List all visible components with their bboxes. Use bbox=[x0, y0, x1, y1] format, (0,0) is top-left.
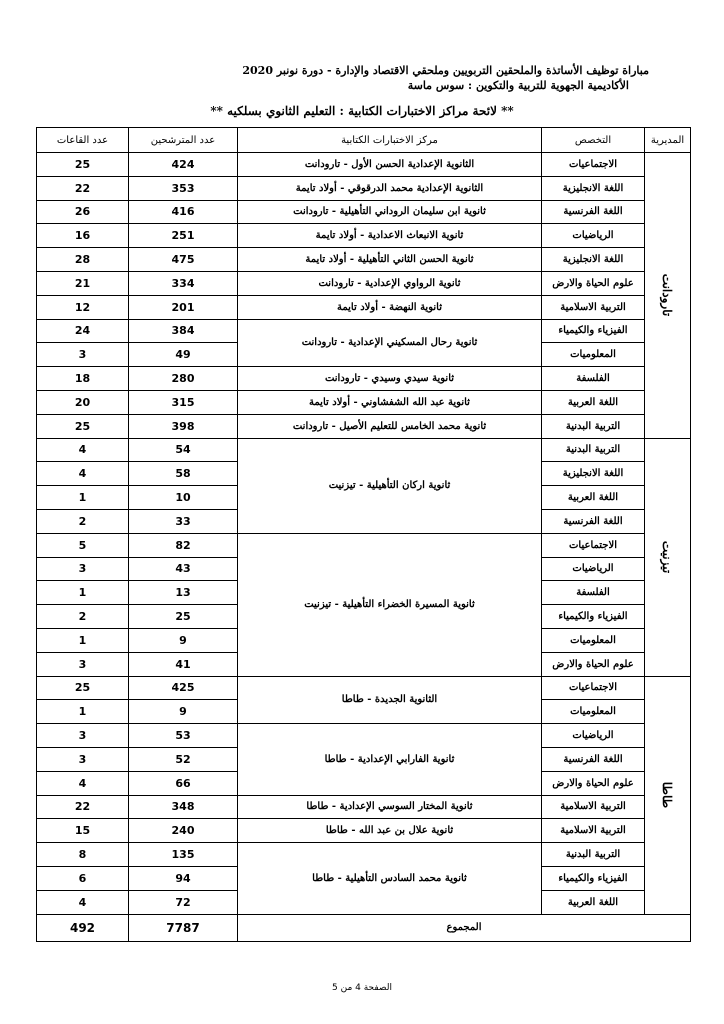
cell-specialty: علوم الحياة والارض bbox=[542, 771, 645, 795]
table-row bbox=[37, 248, 691, 272]
cell-center: ثانوية محمد السادس التأهيلية - طاطا bbox=[238, 843, 542, 914]
cell-candidates: 9 bbox=[129, 628, 238, 652]
total-row bbox=[37, 914, 691, 941]
cell-rooms: 4 bbox=[37, 771, 129, 795]
cell-rooms: 24 bbox=[37, 319, 129, 343]
table-row bbox=[37, 414, 691, 438]
cell-specialty: الفيزياء والكيمياء bbox=[542, 605, 645, 629]
cell-center: الثانوية الإعدادية الحسن الأول - تارودانت bbox=[238, 153, 542, 177]
cell-center: ثانوية الرواوي الإعدادية - تارودانت bbox=[238, 271, 542, 295]
cell-center: ثانوية عبد الله الشفشاوني - أولاد تايمة bbox=[238, 390, 542, 414]
cell-center: ثانوية الفارابي الإعدادية - طاطا bbox=[238, 724, 542, 795]
cell-candidates: 58 bbox=[129, 462, 238, 486]
cell-candidates: 240 bbox=[129, 819, 238, 843]
cell-specialty: المعلوميات bbox=[542, 343, 645, 367]
cell-rooms: 6 bbox=[37, 866, 129, 890]
cell-center: ثانوية محمد الخامس للتعليم الأصيل - تارودانت bbox=[238, 414, 542, 438]
cell-specialty: اللغة الانجليزية bbox=[542, 176, 645, 200]
cell-candidates: 201 bbox=[129, 295, 238, 319]
cell-specialty: اللغة الانجليزية bbox=[542, 248, 645, 272]
cell-specialty: المعلوميات bbox=[542, 700, 645, 724]
cell-specialty: المعلوميات bbox=[542, 628, 645, 652]
page-number: الصفحة 4 من 5 bbox=[332, 983, 392, 993]
cell-rooms: 12 bbox=[37, 295, 129, 319]
cell-directorate bbox=[645, 438, 691, 676]
cell-center: ثانوية ابن سليمان الروداني التأهيلية - تارودانت bbox=[238, 200, 542, 224]
cell-directorate bbox=[645, 676, 691, 914]
cell-specialty: التربية الاسلامية bbox=[542, 295, 645, 319]
directorate-label: تارودانت bbox=[660, 274, 675, 317]
cell-specialty: الفلسفة bbox=[542, 581, 645, 605]
exam-centers-table bbox=[36, 127, 691, 942]
header-academy: الأكاديمية الجهوية للتربية والتكوين : سوس ماسة bbox=[407, 79, 629, 92]
cell-rooms: 2 bbox=[37, 605, 129, 629]
cell-rooms: 1 bbox=[37, 486, 129, 510]
cell-specialty: التربية البدنية bbox=[542, 438, 645, 462]
cell-center: الثانوية الجديدة - طاطا bbox=[238, 676, 542, 724]
cell-specialty: التربية البدنية bbox=[542, 414, 645, 438]
cell-rooms: 25 bbox=[37, 153, 129, 177]
cell-candidates: 348 bbox=[129, 795, 238, 819]
cell-specialty: الفلسفة bbox=[542, 367, 645, 391]
cell-candidates: 41 bbox=[129, 652, 238, 676]
cell-rooms: 2 bbox=[37, 509, 129, 533]
cell-rooms: 4 bbox=[37, 462, 129, 486]
cell-candidates: 72 bbox=[129, 890, 238, 914]
cell-rooms: 18 bbox=[37, 367, 129, 391]
cell-specialty: اللغة العربية bbox=[542, 390, 645, 414]
cell-rooms: 21 bbox=[37, 271, 129, 295]
cell-candidates: 251 bbox=[129, 224, 238, 248]
cell-rooms: 4 bbox=[37, 438, 129, 462]
cell-candidates: 10 bbox=[129, 486, 238, 510]
cell-directorate bbox=[645, 153, 691, 439]
table-row bbox=[37, 200, 691, 224]
cell-candidates: 49 bbox=[129, 343, 238, 367]
cell-rooms: 1 bbox=[37, 581, 129, 605]
cell-specialty: التربية الاسلامية bbox=[542, 795, 645, 819]
table-row bbox=[37, 367, 691, 391]
table-row bbox=[37, 795, 691, 819]
cell-specialty: التربية البدنية bbox=[542, 843, 645, 867]
cell-candidates: 280 bbox=[129, 367, 238, 391]
cell-center: ثانوية علال بن عبد الله - طاطا bbox=[238, 819, 542, 843]
table-row bbox=[37, 176, 691, 200]
cell-rooms: 1 bbox=[37, 628, 129, 652]
cell-center: ثانوية النهضة - أولاد تايمة bbox=[238, 295, 542, 319]
cell-rooms: 28 bbox=[37, 248, 129, 272]
cell-specialty: علوم الحياة والارض bbox=[542, 652, 645, 676]
col-header-directorate: المديرية bbox=[645, 128, 691, 153]
table-row bbox=[37, 676, 691, 700]
cell-rooms: 4 bbox=[37, 890, 129, 914]
cell-rooms: 1 bbox=[37, 700, 129, 724]
table-row bbox=[37, 533, 691, 557]
cell-candidates: 334 bbox=[129, 271, 238, 295]
table-row bbox=[37, 438, 691, 462]
cell-rooms: 25 bbox=[37, 414, 129, 438]
cell-specialty: الفيزياء والكيمياء bbox=[542, 319, 645, 343]
directorate-label: طاطا bbox=[660, 781, 675, 809]
total-candidates: 7787 bbox=[129, 914, 238, 941]
cell-rooms: 3 bbox=[37, 652, 129, 676]
cell-rooms: 3 bbox=[37, 724, 129, 748]
col-header-specialty: التخصص bbox=[542, 128, 645, 153]
cell-center: ثانوية المسيرة الخضراء التأهيلية - تيزنيت bbox=[238, 533, 542, 676]
cell-specialty: التربية الاسلامية bbox=[542, 819, 645, 843]
cell-candidates: 353 bbox=[129, 176, 238, 200]
cell-rooms: 8 bbox=[37, 843, 129, 867]
table-row bbox=[37, 295, 691, 319]
cell-candidates: 66 bbox=[129, 771, 238, 795]
directorate-label: تيزنيت bbox=[660, 540, 675, 574]
table-row bbox=[37, 271, 691, 295]
table-row bbox=[37, 819, 691, 843]
cell-center: ثانوية الانبعاث الاعدادية - أولاد تايمة bbox=[238, 224, 542, 248]
table-body bbox=[37, 153, 691, 915]
cell-candidates: 384 bbox=[129, 319, 238, 343]
cell-specialty: اللغة الفرنسية bbox=[542, 747, 645, 771]
cell-candidates: 315 bbox=[129, 390, 238, 414]
cell-candidates: 475 bbox=[129, 248, 238, 272]
cell-candidates: 54 bbox=[129, 438, 238, 462]
cell-specialty: الاجتماعيات bbox=[542, 533, 645, 557]
cell-rooms: 22 bbox=[37, 795, 129, 819]
col-header-rooms: عدد القاعات bbox=[37, 128, 129, 153]
cell-rooms: 5 bbox=[37, 533, 129, 557]
table-row bbox=[37, 153, 691, 177]
cell-specialty: اللغة الانجليزية bbox=[542, 462, 645, 486]
cell-rooms: 3 bbox=[37, 557, 129, 581]
cell-candidates: 398 bbox=[129, 414, 238, 438]
cell-specialty: الرياضيات bbox=[542, 557, 645, 581]
cell-candidates: 424 bbox=[129, 153, 238, 177]
cell-candidates: 52 bbox=[129, 747, 238, 771]
cell-specialty: اللغة العربية bbox=[542, 890, 645, 914]
table-row bbox=[37, 724, 691, 748]
table-row bbox=[37, 224, 691, 248]
header-title: مباراة توظيف الأساتذة والملحقين التربويين وملحقي الاقتصاد والإدارة - دورة نونبر 2020 bbox=[242, 64, 649, 77]
cell-candidates: 33 bbox=[129, 509, 238, 533]
cell-specialty: اللغة العربية bbox=[542, 486, 645, 510]
cell-candidates: 53 bbox=[129, 724, 238, 748]
cell-rooms: 26 bbox=[37, 200, 129, 224]
cell-rooms: 3 bbox=[37, 747, 129, 771]
cell-candidates: 43 bbox=[129, 557, 238, 581]
cell-specialty: علوم الحياة والارض bbox=[542, 271, 645, 295]
col-header-center: مركز الاختبارات الكتابية bbox=[238, 128, 542, 153]
cell-specialty: الاجتماعيات bbox=[542, 153, 645, 177]
cell-center: ثانوية اركان التأهيلية - تيزنيت bbox=[238, 438, 542, 533]
cell-specialty: الرياضيات bbox=[542, 224, 645, 248]
table-row bbox=[37, 319, 691, 343]
cell-candidates: 25 bbox=[129, 605, 238, 629]
cell-candidates: 425 bbox=[129, 676, 238, 700]
cell-center: ثانوية المختار السوسي الإعدادية - طاطا bbox=[238, 795, 542, 819]
cell-specialty: الفيزياء والكيمياء bbox=[542, 866, 645, 890]
cell-candidates: 135 bbox=[129, 843, 238, 867]
header-list-title: ** لائحة مراكز الاختبارات الكتابية : التعليم الثانوي بسلكيه ** bbox=[210, 104, 514, 118]
cell-specialty: اللغة الفرنسية bbox=[542, 509, 645, 533]
table-row bbox=[37, 843, 691, 867]
cell-rooms: 3 bbox=[37, 343, 129, 367]
total-rooms: 492 bbox=[37, 914, 129, 941]
cell-center: الثانوية الإعدادية محمد الدرقوقي - أولاد تايمة bbox=[238, 176, 542, 200]
cell-specialty: الرياضيات bbox=[542, 724, 645, 748]
total-label: المجموع bbox=[238, 914, 691, 941]
cell-rooms: 25 bbox=[37, 676, 129, 700]
cell-rooms: 20 bbox=[37, 390, 129, 414]
cell-rooms: 16 bbox=[37, 224, 129, 248]
cell-center: ثانوية الحسن الثاني التأهيلية - أولاد تايمة bbox=[238, 248, 542, 272]
cell-candidates: 94 bbox=[129, 866, 238, 890]
cell-candidates: 82 bbox=[129, 533, 238, 557]
col-header-candidates: عدد المترشحين bbox=[129, 128, 238, 153]
cell-candidates: 9 bbox=[129, 700, 238, 724]
table-row bbox=[37, 390, 691, 414]
cell-specialty: الاجتماعيات bbox=[542, 676, 645, 700]
cell-specialty: اللغة الفرنسية bbox=[542, 200, 645, 224]
table-header-row bbox=[37, 128, 691, 153]
cell-candidates: 13 bbox=[129, 581, 238, 605]
cell-candidates: 416 bbox=[129, 200, 238, 224]
cell-center: ثانوية سيدي وسيدي - تارودانت bbox=[238, 367, 542, 391]
cell-center: ثانوية رحال المسكيني الإعدادية - تارودانت bbox=[238, 319, 542, 367]
cell-rooms: 15 bbox=[37, 819, 129, 843]
cell-rooms: 22 bbox=[37, 176, 129, 200]
